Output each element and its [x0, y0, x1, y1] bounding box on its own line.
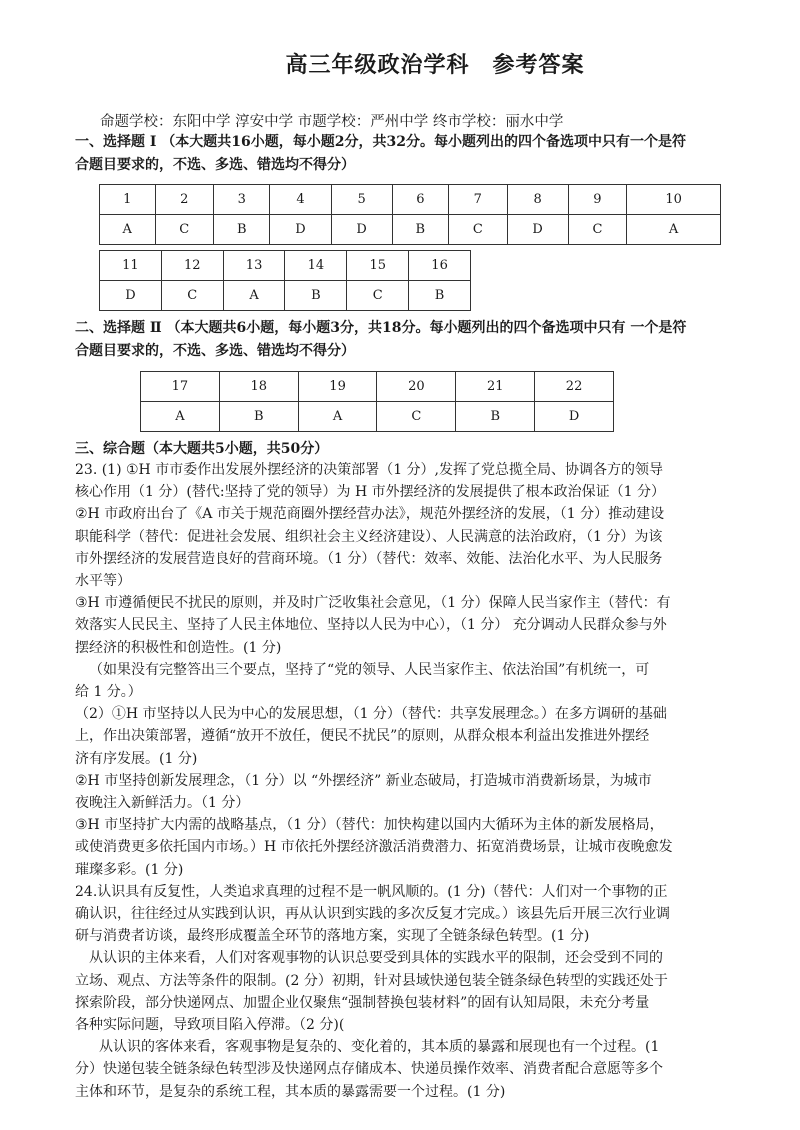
q-answer: C [161, 281, 223, 311]
q-answer: A [141, 402, 220, 432]
answer-line: 确认识，往往经过从实践到认识，再从认识到实践的多次反复才完成。）该县先后开展三次行业调 [75, 906, 670, 923]
answer-line: 水平等） [75, 573, 131, 590]
answer-line: 效落实人民民主、坚持了人民主体地位、坚持以人民为中心），（1 分） 充分调动人民群众参与外 [75, 617, 667, 634]
q-answer: B [219, 402, 298, 432]
answer-line: 璀璨多彩。(1 分) [75, 861, 184, 878]
table-row [100, 185, 721, 215]
answer-line: ②H 市政府出台了《A 市关于规范商圈外摆经营办法》，规范外摆经济的发展，（1 分）推动建设 [75, 506, 665, 523]
answer-line: ③H 市遵循便民不扰民的原则，并及时广泛收集社会意见，（1 分）保障人民当家作主（替代：有 [75, 595, 671, 612]
q-number: 1 [100, 185, 156, 215]
q-answer: C [449, 215, 508, 245]
section2-answer-table [140, 371, 614, 432]
q-number: 5 [331, 185, 392, 215]
answer-line: 上，作出决策部署，遵循“放开不放任，便民不扰民”的原则，从群众根本利益出发推进外摆经 [75, 728, 650, 745]
answer-line: 给 1 分。） [75, 684, 142, 701]
q-number: 20 [377, 372, 456, 402]
page-title: 高三年级政治学科 参考答案 [285, 52, 585, 78]
q-answer: C [155, 215, 214, 245]
answer-line: 立场、观点、方法等条件的限制。(2 分）初期，针对县域快递包装全链条绿色转型的实践还处于 [75, 972, 668, 989]
section1-answer-table-row2 [99, 250, 471, 311]
answer-line: 分）快递包装全链条绿色转型涉及快递网点存储成本、快递员操作效率、消费者配合意愿等多个 [75, 1061, 663, 1078]
school-credits: 命题学校：东阳中学 淳安中学 市题学校：严州中学 终市学校：丽水中学 [100, 114, 564, 130]
q-number: 13 [223, 251, 285, 281]
q-number: 19 [298, 372, 377, 402]
section1-answer-table [99, 184, 721, 245]
answer-line: 从认识的主体来看，人们对客观事物的认识总要受到具体的实践水平的限制，还会受到不同的 [89, 950, 663, 967]
answer-line: 探索阶段，部分快递网点、加盟企业仅聚焦“强制替换包装材料”的固有认知局限，未充分考量 [75, 994, 650, 1011]
q-number: 6 [392, 185, 448, 215]
q-number: 11 [100, 251, 162, 281]
answer-line: 主体和环节，是复杂的系统工程，其本质的暴露需要一个过程。(1 分) [75, 1083, 506, 1100]
q-number: 22 [535, 372, 614, 402]
section3-answers [75, 459, 737, 1103]
table-row [141, 372, 614, 402]
section3-heading: 三、综合题（本大题共5小题，共50分） [75, 441, 329, 457]
q-number: 21 [456, 372, 535, 402]
q-answer: A [298, 402, 377, 432]
table-row [100, 251, 471, 281]
table-row [141, 402, 614, 432]
table-row [100, 281, 471, 311]
q-number: 4 [270, 185, 331, 215]
q-number: 7 [449, 185, 508, 215]
answer-line: 夜晚注入新鲜活力。（1 分） [75, 795, 250, 812]
q-answer: B [214, 215, 270, 245]
table-row [100, 215, 721, 245]
q-number: 12 [161, 251, 223, 281]
q-number: 2 [155, 185, 214, 215]
answer-line: 研与消费者访谈，最终形成覆盖全环节的落地方案，实现了全链条绿色转型。(1 分) [75, 928, 590, 945]
q-answer: A [223, 281, 285, 311]
answer-line: ③H 市坚持扩大内需的战略基点，（1 分）（替代：加快构建以国内大循环为主体的新发展格局， [75, 817, 664, 834]
answer-line: 23. (1) ①H 市市委作出发展外摆经济的决策部署（1 分）,发挥了党总揽全局、协调各方的领导 [75, 462, 664, 478]
section1-heading: 一、选择题 Ⅰ （本大题共16小题，每小题2分，共32分。每小题列出的四个备选项中只有一个是符 合题目要求的，不选、多选、错选均不得分） [75, 134, 687, 173]
q-answer: B [409, 281, 471, 311]
q-number: 10 [627, 185, 721, 215]
q-answer: D [331, 215, 392, 245]
q-answer: B [285, 281, 347, 311]
q-answer: B [392, 215, 448, 245]
q-number: 15 [347, 251, 409, 281]
q-answer: C [568, 215, 627, 245]
q-answer: A [100, 215, 156, 245]
q-answer: C [347, 281, 409, 311]
q-answer: A [627, 215, 721, 245]
q-number: 18 [219, 372, 298, 402]
answer-line: 济有序发展。(1 分) [75, 750, 198, 767]
answer-line: 或使消费更多依托国内市场。）H 市依托外摆经济激活消费潜力、拓宽消费场景，让城市夜晚愈发 [75, 839, 673, 856]
q-number: 8 [507, 185, 568, 215]
q-number: 9 [568, 185, 627, 215]
answer-line: （2）①H 市坚持以人民为中心的发展思想，（1 分）（替代：共享发展理念。）在多方调研的基础 [75, 706, 667, 723]
q-answer: C [377, 402, 456, 432]
answer-line: 24.认识具有反复性，人类追求真理的过程不是一帆风顺的。(1 分)（替代：人们对一个事物的正 [75, 883, 668, 900]
q-number: 16 [409, 251, 471, 281]
answer-line: ②H 市坚持创新发展理念，（1 分）以 “外摆经济” 新业态破局，打造城市消费新场景，为城市 [75, 772, 652, 789]
answer-line: 职能科学（替代：促进社会发展、组织社会主义经济建设）、人民满意的法治政府，（1 分）为该 [75, 528, 663, 545]
answer-line: 各种实际问题，导致项目陷入停滞。（2 分)( [75, 1017, 345, 1034]
answer-line: （如果没有完整答出三个要点，坚持了“党的领导、人民当家作主、依法治国”有机统一，可 [89, 661, 650, 678]
q-number: 17 [141, 372, 220, 402]
q-number: 3 [214, 185, 270, 215]
q-answer: D [100, 281, 162, 311]
answer-line: 从认识的客体来看，客观事物是复杂的、变化着的，其本质的暴露和展现也有一个过程。(1 [99, 1039, 660, 1056]
answer-line: 市外摆经济的发展营造良好的营商环境。（1 分）（替代：效率、效能、法治化水平、为人民服务 [75, 550, 663, 567]
q-answer: D [535, 402, 614, 432]
answer-line: 摆经济的积极性和创造性。(1 分) [75, 639, 282, 656]
q-number: 14 [285, 251, 347, 281]
q-answer: B [456, 402, 535, 432]
q-answer: D [507, 215, 568, 245]
section2-heading: 二、选择题 Ⅱ （本大题共6小题，每小题3分，共18分。每小题列出的四个备选项中只有 一个是符 合题目要求的，不选、多选、错选均不得分） [75, 320, 687, 359]
q-answer: D [270, 215, 331, 245]
answer-line: 核心作用（1 分）(替代:坚持了党的领导）为 H 市外摆经济的发展提供了根本政治保证（1 分） [75, 484, 666, 501]
